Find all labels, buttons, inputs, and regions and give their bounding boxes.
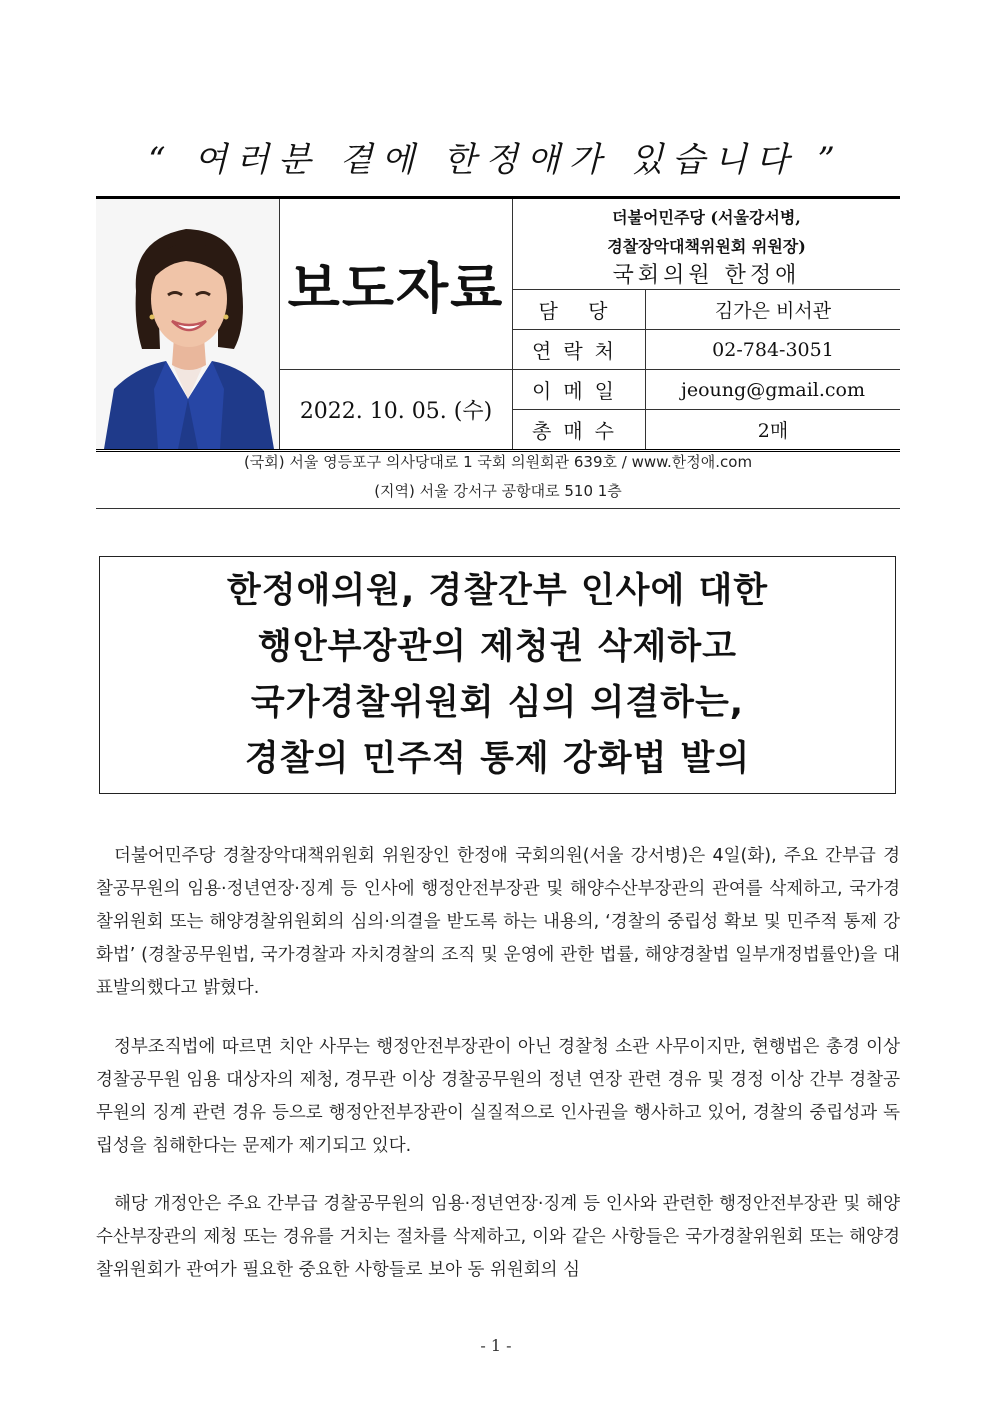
headline-line: 행안부장관의 제청권 삭제하고 bbox=[258, 627, 737, 667]
info-key: 이메일 bbox=[513, 370, 646, 409]
info-key: 연락처 bbox=[513, 330, 646, 369]
email-row bbox=[513, 370, 900, 410]
headline-line: 경찰의 민주적 통제 강화법 발의 bbox=[244, 739, 751, 779]
local-address: (지역) 서울 강서구 공항대로 510 1층 bbox=[374, 482, 622, 500]
assembly-address: (국회) 서울 영등포구 의사당대로 1 국회 의원회관 639호 / www.한정애.com bbox=[243, 453, 753, 471]
info-key: 담 당 bbox=[513, 290, 646, 329]
portrait-photo bbox=[96, 199, 280, 449]
committee-role: 경찰장악대책위원회 위원장) bbox=[607, 237, 806, 256]
info-value: 김가은 비서관 bbox=[714, 300, 832, 322]
organization-block bbox=[513, 199, 900, 290]
body-paragraph: 해당 개정안은 주요 간부급 경찰공무원의 임용·정년연장·징계 등 인사와 관련한 행정안전부장관 및 해양수산부장관의 제청 또는 경유를 거치는 절차를 삭제하고, 이와 같은 사항들은 국가경찰위원회 또는 해양경찰위원회가 관여가 필요한 중요한 사항들로 보아 동 위원회의 심 bbox=[96, 1194, 900, 1280]
press-release-header bbox=[96, 196, 900, 452]
page-number: - 1 - bbox=[480, 1336, 512, 1355]
press-release-label: 보도자료 bbox=[280, 199, 513, 370]
contact-person-row bbox=[513, 290, 900, 330]
info-value: 2매 bbox=[757, 420, 789, 442]
address-block bbox=[96, 448, 900, 509]
headline-line: 한정애의원, 경찰간부 인사에 대한 bbox=[226, 571, 769, 611]
info-value: 02-784-3051 bbox=[712, 338, 834, 361]
info-key: 총매수 bbox=[513, 410, 646, 449]
headline-line: 국가경찰위원회 심의 의결하는, bbox=[250, 683, 745, 723]
body-paragraph: 정부조직법에 따르면 치안 사무는 행정안전부장관이 아닌 경찰청 소관 사무이지만, 현행법은 총경 이상 경찰공무원 임용 대상자의 제청, 경무관 이상 경찰공무원의 정년 연장 관련 경유 및 경정 이상 간부 경찰공무원의 징계 관련 경유 등으로 행정안전부장관이 실질적으로 인사권을 행사하고 있어, 경찰의 중립성과 독립성을 침해한다는 문제가 제기되고 있다. bbox=[96, 1037, 900, 1156]
page-count-row bbox=[513, 410, 900, 449]
party-affiliation: 더불어민주당 (서울강서병, bbox=[612, 208, 801, 227]
member-name: 국회의원 한정애 bbox=[612, 263, 801, 288]
email-value[interactable]: jeoung@gmail.com bbox=[680, 378, 865, 401]
body-paragraph: 더불어민주당 경찰장악대책위원회 위원장인 한정애 국회의원(서울 강서병)은 4일(화), 주요 간부급 경찰공무원의 임용·정년연장·징계 등 인사에 행정안전부장관 및 해양수산부장관의 관여를 삭제하고, 국가경찰위원회 또는 해양경찰위원회의 심의·의결을 받도록 하는 내용의, ‘경찰의 중립성 확보 및 민주적 통제 강화법’ (경찰공무원법, 국가경찰과 자치경찰의 조직 및 운영에 관한 법률, 해양경찰법 일부개정법률안)을 대표발의했다고 밝혔다. bbox=[96, 846, 900, 998]
release-date: 2022. 10. 05. (수) bbox=[280, 370, 513, 449]
slogan: “ 여러분 곁에 한정애가 있습니다 ” bbox=[148, 140, 844, 180]
headline-box bbox=[99, 556, 896, 794]
phone-row bbox=[513, 330, 900, 370]
